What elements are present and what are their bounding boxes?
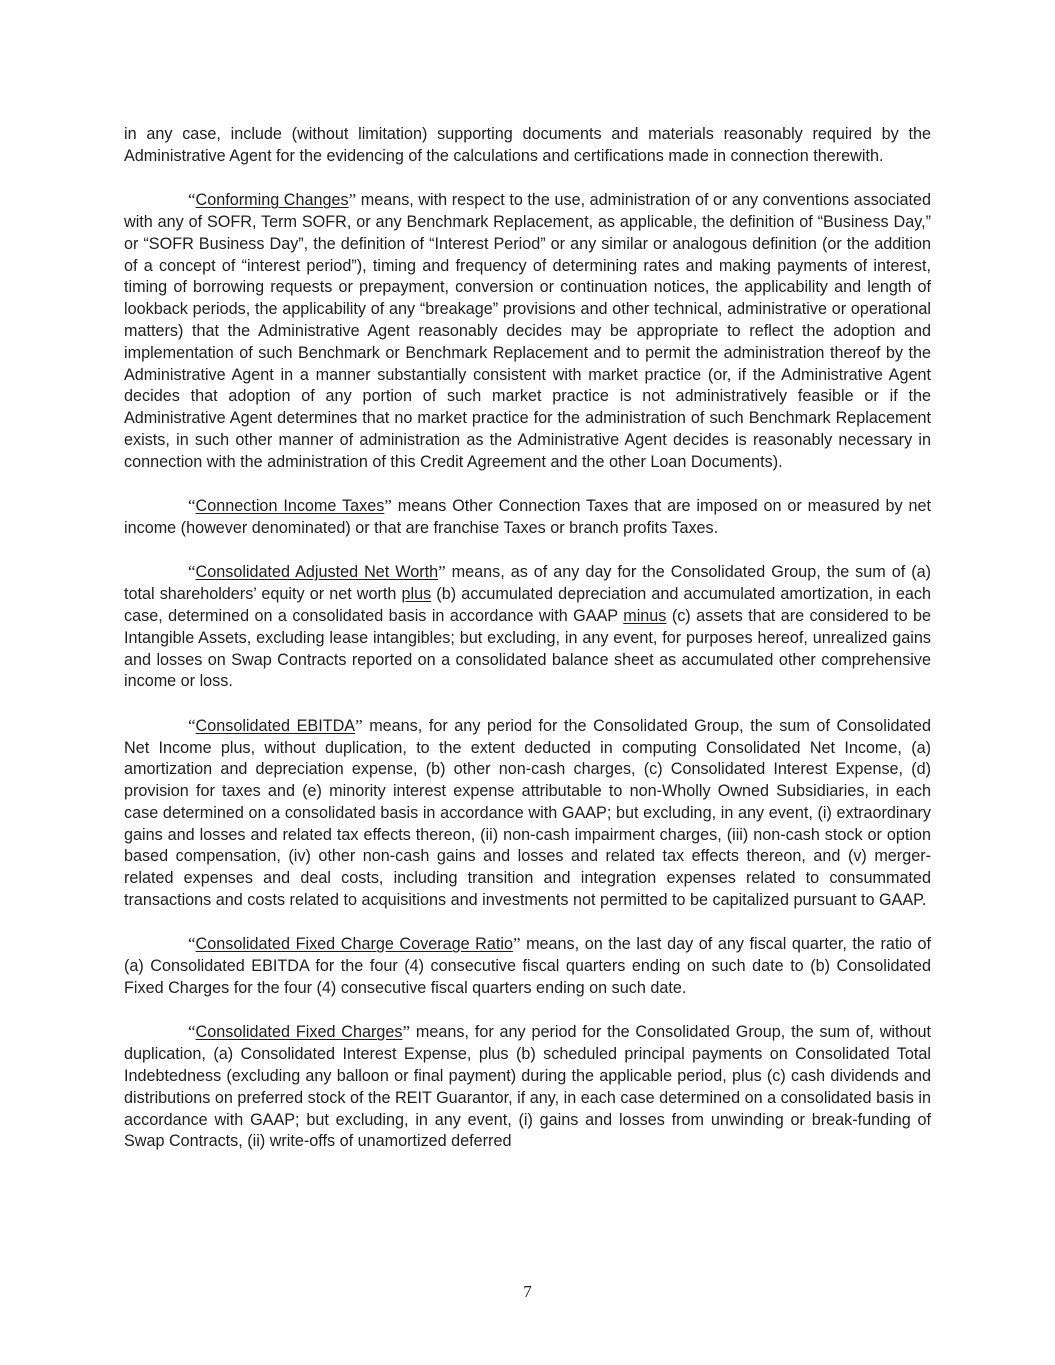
- definition-consolidated-adjusted-net-worth: [124, 561, 931, 693]
- open-quote: “: [188, 715, 196, 735]
- underlined-word-plus: plus: [401, 585, 432, 604]
- definition-text: means, for any period for the Consolidated Group, the sum of Consolidated Net Income plus, without duplication, to the extent deducted in computing Consolidated Net Income, (a) amortization and depreciation expense, (b) other non-cash charges, (c) Consolidated Interest Expense, (d) provision for taxes and (e) minority interest expense attributable to non-Wholly Owned Subsidiaries, in each case determined on a consolidated basis in accordance with GAAP; but excluding, in any event, (i) extraordinary gains and losses and related tax effects thereon, (ii) non-cash impairment charges, (iii) non-cash stock or option based compensation, (iv) other non-cash gains and losses and related tax effects thereon, and (v) merger-related expenses and deal costs, including transition and integration expenses related to consummated transactions and costs related to acquisitions and investments not permitted to be capitalized pursuant to GAAP.: [124, 716, 931, 910]
- close-quote: ”: [512, 934, 521, 954]
- definition-consolidated-fixed-charge-coverage-ratio: [124, 933, 931, 999]
- defined-term: Consolidated Fixed Charge Coverage Ratio: [195, 935, 513, 954]
- open-quote: “: [188, 562, 196, 582]
- close-quote: ”: [355, 715, 363, 735]
- page-number: 7: [523, 1282, 532, 1301]
- definition-text: (b) accumulated depreciation and accumulated amortization, in each case, determined on a consolidated basis in accordance with GAAP: [124, 585, 931, 625]
- definition-consolidated-fixed-charges: [124, 1021, 931, 1153]
- defined-term: Consolidated Fixed Charges: [195, 1023, 403, 1042]
- definition-text: means, as of any day for the Consolidated Group, the sum of (a) total shareholders’ equity or net worth: [124, 563, 931, 604]
- underlined-word-minus: minus: [623, 606, 667, 625]
- definition-consolidated-ebitda: [124, 715, 931, 912]
- definition-text: means, with respect to the use, administration of or any conventions associated with any of SOFR, Term SOFR, or any Benchmark Replacement, as applicable, the definition of “Business Day,” or “SOFR Business Day”, the definition of “Interest Period” or any similar or analogous definition (or the addition of a concept of “interest period”), timing and frequency of determining rates and making payments of interest, timing of borrowing requests or prepayment, conversion or continuation notices, the applicability and length of lookback periods, the applicability of any “breakage” provisions and other technical, administrative or operational matters) that the Administrative Agent reasonably decides may be appropriate to reflect the adoption and implementation of such Benchmark or Benchmark Replacement and to permit the administration thereof by the Administrative Agent in a manner substantially consistent with market practice (or, if the Administrative Agent decides that adoption of any portion of such market practice is not administratively feasible or if the Administrative Agent determines that no market practice for the administration of such Benchmark Replacement exists, in such other manner of administration as the Administrative Agent decides is reasonably necessary in connection with the administration of this Credit Agreement and the other Loan Documents).: [124, 191, 931, 471]
- close-quote: ”: [402, 1022, 411, 1042]
- open-quote: “: [188, 934, 196, 954]
- open-quote: “: [188, 1022, 196, 1042]
- defined-term: Connection Income Taxes: [195, 497, 385, 516]
- open-quote: “: [188, 190, 196, 210]
- definition-text: (c) assets that are considered to be Intangible Assets, excluding lease intangibles; but excluding, in any event, for purposes hereof, unrealized gains and losses on Swap Contracts reported on a consolidated balance sheet as accumulated other comprehensive income or loss.: [124, 606, 932, 691]
- defined-term: Consolidated Adjusted Net Worth: [195, 563, 439, 582]
- close-quote: ”: [438, 562, 446, 582]
- defined-term: Conforming Changes: [195, 191, 349, 210]
- definition-text: means Other Connection Taxes that are imposed on or measured by net income (however denominated) or that are franchise Taxes or branch profits Taxes.: [124, 497, 931, 537]
- document-page: [124, 124, 931, 1175]
- definition-text: means, on the last day of any fiscal quarter, the ratio of (a) Consolidated EBITDA for the four (4) consecutive fiscal quarters ending on such date to (b) Consolidated Fixed Charges for the four (4) consecutive fiscal quarters ending on such date.: [124, 935, 932, 998]
- close-quote: ”: [348, 190, 357, 210]
- definition-connection-income-taxes: [124, 495, 931, 540]
- definition-conforming-changes: [124, 189, 931, 473]
- close-quote: ”: [384, 496, 392, 516]
- open-quote: “: [188, 496, 196, 516]
- defined-term: Consolidated EBITDA: [195, 716, 356, 735]
- intro-paragraph: in any case, include (without limitation) supporting documents and materials reasonably required by the Administrative Agent for the evidencing of the calculations and certifications made in connection therewith.: [124, 125, 931, 165]
- definition-text: means, for any period for the Consolidated Group, the sum of, without duplication, (a) Consolidated Interest Expense, plus (b) scheduled principal payments on Consolidated Total Indebtedness (excluding any balloon or final payment) during the applicable period, plus (c) cash dividends and distributions on preferred stock of the REIT Guarantor, if any, in each case determined on a consolidated basis in accordance with GAAP; but excluding, in any event, (i) gains and losses from unwinding or break-funding of Swap Contracts, (ii) write-offs of unamortized deferred: [124, 1023, 931, 1151]
